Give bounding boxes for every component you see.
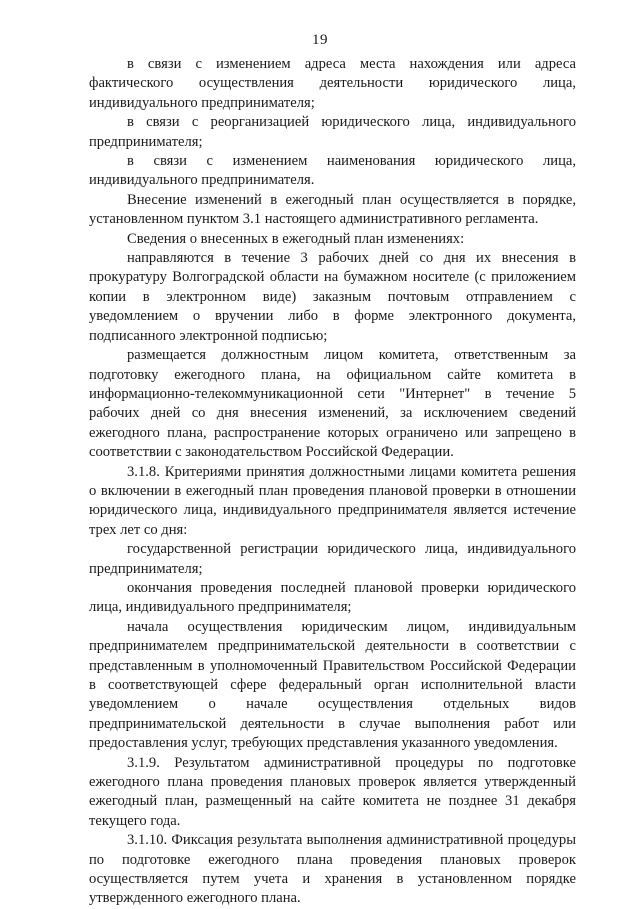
paragraph: начала осуществления юридическим лицом, индивидуальным предпринимателем предпринимательской деятельности в соответствии с представленным в уполномоченный Правительством Российской Федерации в соответствующей сфере федеральный орган исполнительной власти уведомлением о начале осуществления отдельных видов предпринимательской деятельности в случае выполнения работ или предоставления услуг, требующих представления указанного уведомления. [89,618,576,752]
paragraph: государственной регистрации юридического лица, индивидуального предпринимателя; [89,541,576,577]
paragraph: размещается должностным лицом комитета, ответственным за подготовку ежегодного плана, на официальном сайте комитета в информационно-телекоммуникационной сети "Интернет" в течение 5 рабочих дней со дня внесения изменений, за исключением сведений ежегодного плана, распространение которых ограничено или запрещено в соответствии с законодательством Российской Федерации. [89,347,576,461]
paragraph: направляются в течение 3 рабочих дней со дня их внесения в прокуратуру Волгоградской области на бумажном носителе (с приложением копии в электронном виде) заказным почтовым отправлением с уведомлением о вручении либо в форме электронного документа, подписанного электронной подписью; [89,250,576,344]
paragraph: в связи с изменением адреса места нахождения или адреса фактического осуществления деятельности юридического лица, индивидуального предпринимателя; [89,56,576,111]
paragraph: Сведения о внесенных в ежегодный план изменениях: [127,230,465,247]
paragraph: окончания проведения последней плановой проверки юридического лица, индивидуального предпринимателя; [89,579,576,616]
page-number: 19 [312,32,328,48]
paragraph: Внесение изменений в ежегодный план осуществляется в порядке, установленном пунктом 3.1 настоящего административного регламента. [89,191,576,228]
paragraph: в связи с изменением наименования юридического лица, индивидуального предпринимателя. [89,153,576,189]
paragraph: 3.1.8. Критериями принятия должностными лицами комитета решения о включении в ежегодный план проведения плановой проверки в отношении юридического лица, индивидуального предпринимателя является истечение трех лет со дня: [89,463,576,538]
paragraph: 3.1.10. Фиксация результата выполнения административной процедуры по подготовке ежегодного плана проведения плановых проверок осуществляется путем учета и хранения в установленном порядке утвержденного ежегодного плана. [89,832,576,907]
document-body [89,55,576,909]
paragraph: в связи с реорганизацией юридического лица, индивидуального предпринимателя; [89,114,576,150]
paragraph: 3.1.9. Результатом административной процедуры по подготовке ежегодного плана проведения плановых проверок является утвержденный ежегодный план, размещенный на сайте комитета не позднее 31 декабря текущего года. [89,754,576,829]
